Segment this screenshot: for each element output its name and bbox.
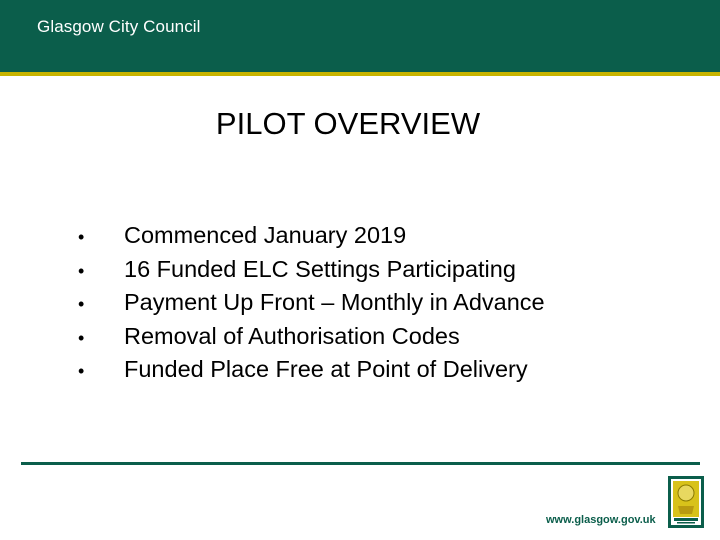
list-item — [78, 253, 545, 287]
bullet-text: Commenced January 2019 — [124, 222, 407, 248]
glasgow-crest-icon — [668, 476, 704, 528]
bullet-text: Removal of Authorisation Codes — [124, 322, 460, 349]
list-item — [78, 286, 545, 320]
bullet-dot: • — [78, 361, 85, 381]
bullet-list — [78, 219, 545, 387]
bullet-text: Payment Up Front – Monthly in Advance — [124, 289, 545, 315]
bullet-dot: • — [78, 260, 85, 281]
list-item — [78, 320, 545, 354]
header-bar — [0, 0, 720, 72]
list-item — [78, 353, 545, 387]
list-item — [78, 219, 545, 253]
org-name: Glasgow City Council — [37, 17, 201, 36]
bullet-dot: • — [78, 227, 85, 247]
bullet-text: 16 Funded ELC Settings Participating — [124, 255, 516, 282]
bullet-dot: • — [78, 327, 85, 348]
slide-title: PILOT OVERVIEW — [215, 106, 481, 141]
header-accent-line — [0, 72, 720, 76]
bullet-text: Funded Place Free at Point of Delivery — [124, 356, 528, 382]
footer-rule — [21, 462, 700, 465]
footer-url[interactable]: www.glasgow.gov.uk — [546, 514, 656, 526]
bullet-dot: • — [78, 294, 85, 314]
